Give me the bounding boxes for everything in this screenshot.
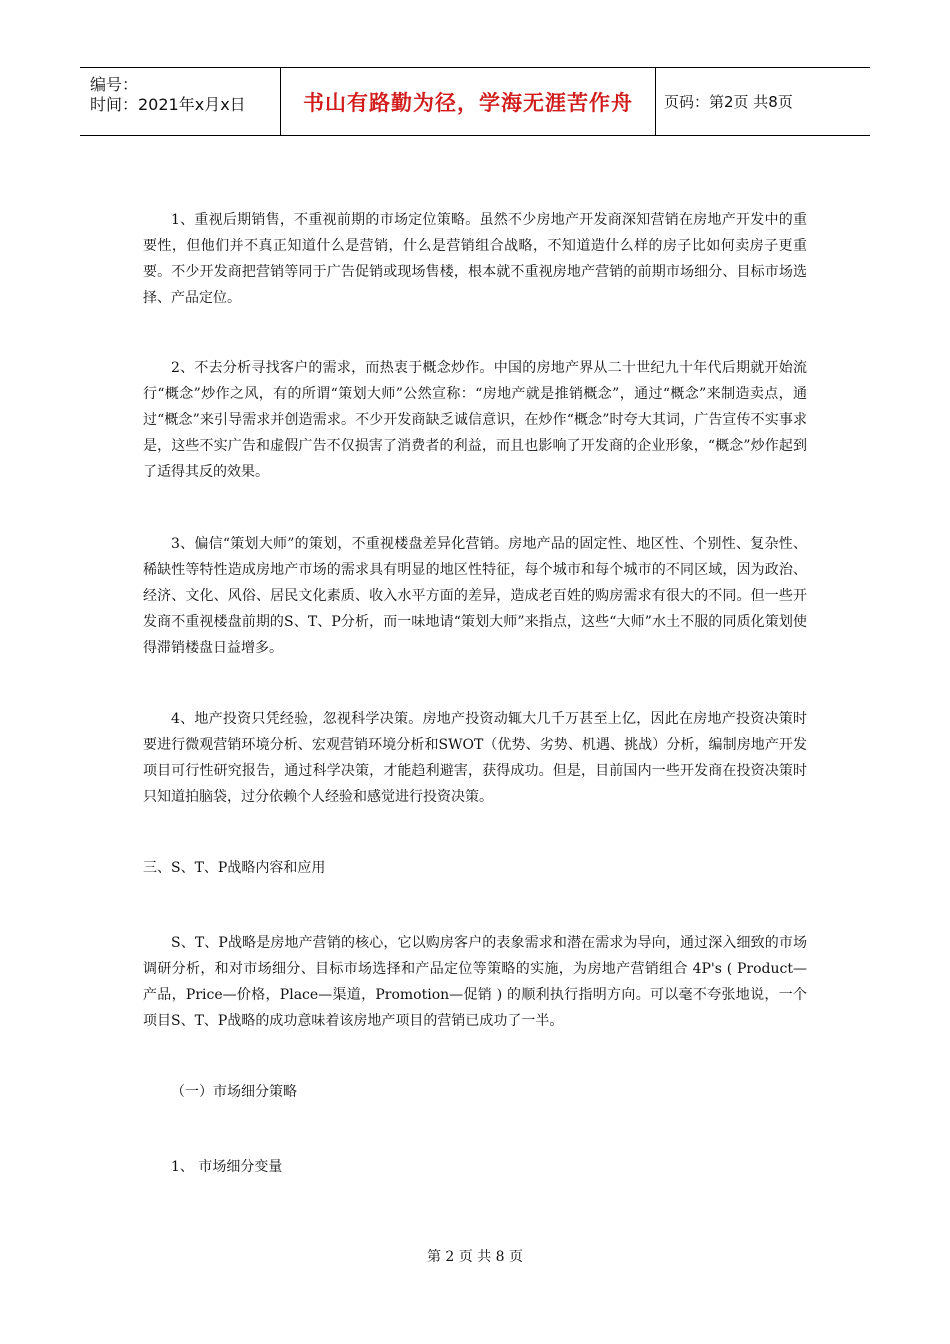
header-meta-cell [80,68,281,135]
paragraph-2: 2、不去分析寻找客户的需求，而热衷于概念炒作。中国的房地产界从二十世纪九十年代后期就开始流行“概念”炒作之风，有的所谓“策划大师”公然宣称：“房地产就是推销概念”，通过“概念”来制造卖点，通过“概念”来引导需求并创造需求。不少开发商缺乏诚信意识，在炒作“概念”时夸大其词，广告宣传不实事求是，这些不实广告和虚假广告不仅损害了消费者的利益，而且也影响了开发商的企业形象，“概念”炒作起到了适得其反的效果。 [143,360,807,480]
header-motto: 书山有路勤为径，学海无涯苦作舟 [303,90,633,115]
header-page-info: 页码：第2页 共8页 [664,93,793,111]
page-footer: 第 2 页 共 8 页 [426,1249,524,1265]
subsection-item: 1、 市场细分变量 [171,1159,283,1175]
header-motto-cell [281,68,656,135]
paragraph-1: 1、重视后期销售，不重视前期的市场定位策略。虽然不少房地产开发商深知营销在房地产开发中的重要性，但他们并不真正知道什么是营销，什么是营销组合战略，不知道造什么样的房子比如何卖房子更重要。不少开发商把营销等同于广告促销或现场售楼，根本就不重视房地产营销的前期市场细分、目标市场选择、产品定位。 [143,212,807,306]
paragraph-4: 4、地产投资只凭经验，忽视科学决策。房地产投资动辄大几千万甚至上亿，因此在房地产投资决策时要进行微观营销环境分析、宏观营销环境分析和SWOT（优势、劣势、机遇、挑战）分析，编制房地产开发项目可行性研究报告，通过科学决策，才能趋利避害，获得成功。但是，目前国内一些开发商在投资决策时只知道拍脑袋，过分依赖个人经验和感觉进行投资决策。 [143,711,807,805]
subsection-heading: （一）市场细分策略 [171,1084,297,1100]
header-page-cell [656,68,870,135]
paragraph-5: S、T、P战略是房地产营销的核心，它以购房客户的表象需求和潜在需求为导向，通过深入细致的市场调研分析，和对市场细分、目标市场选择和产品定位等策略的实施，为房地产营销组合 4P's ( Product—产品，Price—价格，Place—渠道，Promotion—促销 ) 的顺利执行指明方向。可以毫不夸张地说，一个项目S、T、P战略的成功意味着该房地产项目的营销已成功了一半。 [143,935,807,1029]
document-time-label: 时间：2021年x月x日 [90,95,246,114]
paragraph-3: 3、偏信“策划大师”的策划，不重视楼盘差异化营销。房地产品的固定性、地区性、个别性、复杂性、稀缺性等特性造成房地产市场的需求具有明显的地区性特征，每个城市和每个城市的不同区域，因为政治、经济、文化、风俗、居民文化素质、收入水平方面的差异，造成老百姓的购房需求有很大的不同。但一些开发商不重视楼盘前期的S、T、P分析，而一味地请“策划大师”来指点，这些“大师”水土不服的同质化策划使得滞销楼盘日益增多。 [143,536,807,656]
section-heading-3: 三、S、T、P战略内容和应用 [143,860,326,876]
page-header [80,67,870,136]
document-number-label: 编号： [90,75,139,94]
